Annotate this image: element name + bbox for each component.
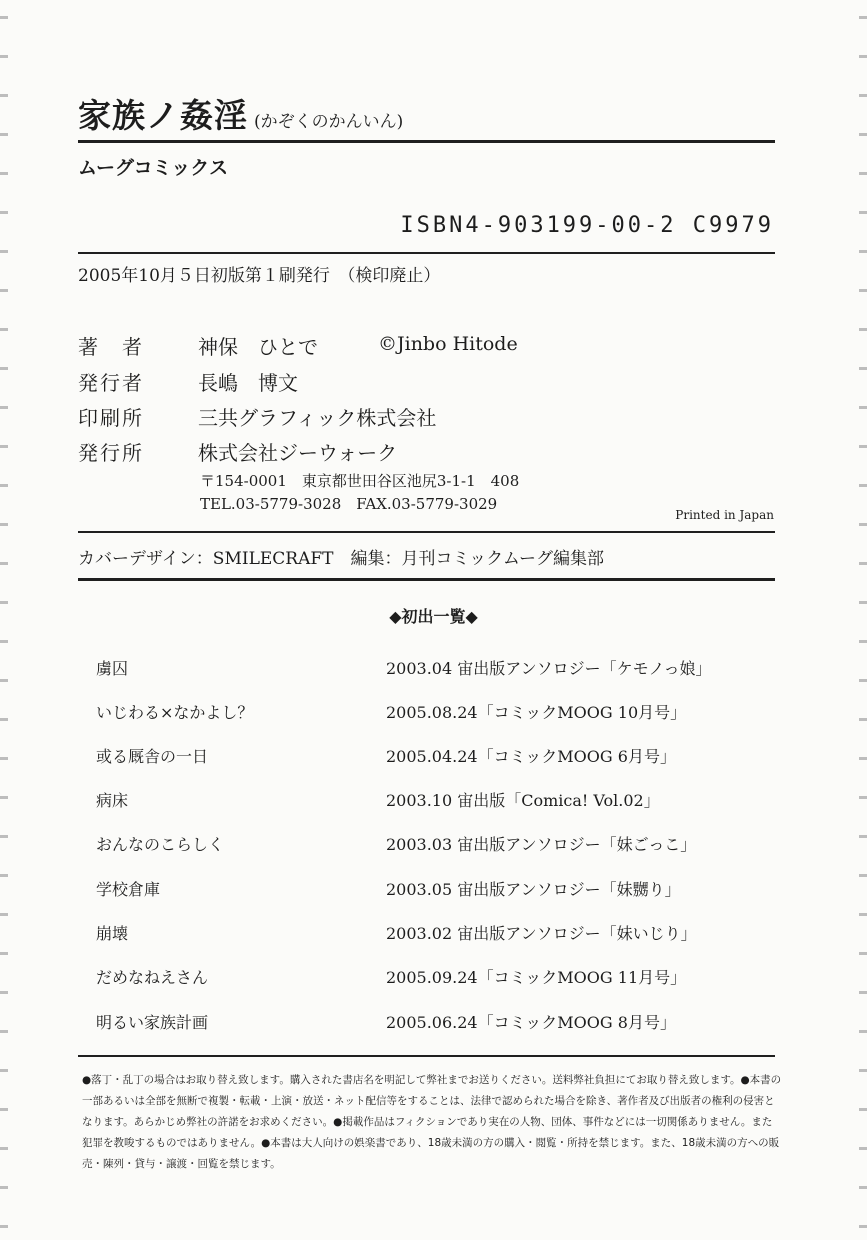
story-source: 2003.04 宙出版アンソロジー「ケモノっ娘」 [386, 659, 712, 678]
story-source: 2005.08.24「コミックMOOG 10月号」 [386, 703, 687, 722]
publisher-address: 〒154-0001 東京都世田谷区池尻3-1-1 408 [200, 472, 520, 490]
story-title: 学校倉庫 [96, 880, 161, 899]
edition-line: 2005年10月５日初版第１刷発行 （検印廃止） [78, 266, 441, 286]
story-title: 明るい家族計画 [96, 1013, 209, 1032]
story-source: 2005.06.24「コミックMOOG 8月号」 [386, 1013, 676, 1032]
cover-design-credit: カバーデザイン：SMILECRAFT 編集：月刊コミックムーグ編集部 [78, 549, 604, 569]
story-title: いじわる×なかよし？ [96, 703, 254, 722]
rule-above-notice [78, 1055, 775, 1057]
rule-above-cover [78, 531, 775, 533]
story-source: 2003.05 宙出版アンソロジー「妹嬲り」 [386, 880, 681, 899]
credit-publisher: 長嶋 博文 [198, 371, 298, 395]
credit-role-author: 著 者 [78, 335, 144, 359]
book-title [78, 90, 403, 137]
credit-printer: 三共グラフィック株式会社 [198, 406, 437, 430]
publisher-contact: TEL.03-5779-3028 FAX.03-5779-3029 [200, 495, 498, 513]
story-source: 2003.02 宙出版アンソロジー「妹いじり」 [386, 924, 697, 943]
story-source: 2003.10 宙出版「Comica! Vol.02」 [386, 791, 660, 810]
isbn: ISBN4-903199-00-2 C9979 [400, 213, 774, 238]
story-title: だめなねえさん [96, 968, 209, 987]
credit-role-publisher: 発行者 [78, 371, 144, 395]
first-appearance-heading: ◆初出一覧◆ [389, 607, 478, 626]
credit-author: 神保 ひとで [198, 335, 318, 359]
credit-role-publishing-house: 発行所 [78, 441, 144, 465]
story-title: 或る厩舎の一日 [96, 747, 209, 766]
story-source: 2005.09.24「コミックMOOG 11月号」 [386, 968, 687, 987]
rule-under-isbn [78, 252, 775, 254]
story-title: 虜囚 [96, 659, 129, 678]
story-title: 崩壊 [96, 924, 129, 943]
rule-under-cover [78, 578, 775, 581]
story-source: 2005.04.24「コミックMOOG 6月号」 [386, 747, 676, 766]
credit-role-printer: 印刷所 [78, 406, 144, 430]
legal-notice: ●落丁・乱丁の場合はお取り替え致します。購入された書店名を明記して弊社までお送りください。送料弊社負担にてお取り替え致します。●本書の一部あるいは全部を無断で複製・転載・上演・放送・ネット配信等をすることは、法律で認められた場合を除き、著作者及び出版者の権利の侵害となります。あらかじめ弊社の許諾をお求めください。●掲載作品はフィクションであり実在の人物、団体、事件などには一切関係ありません。また犯罪を教唆するものではありません。●本書は大人向けの娯楽書であり、18歳未満の方の購入・閲覧・所持を禁じます。また、18歳未満の方への販売・陳列・貸与・譲渡・回覧を禁じます。 [82, 1074, 782, 1170]
copyright: ©Jinbo Hitode [378, 333, 518, 355]
printed-in: Printed in Japan [675, 508, 774, 522]
rule-under-title [78, 140, 775, 143]
story-title: おんなのこらしく [96, 835, 225, 854]
story-source: 2003.03 宙出版アンソロジー「妹ごっこ」 [386, 835, 697, 854]
book-title-reading: (かぞくのかんいん) [254, 112, 404, 132]
credit-publishing-house: 株式会社ジーウォーク [198, 441, 398, 465]
imprint-label: ムーグコミックス [78, 157, 229, 179]
story-title: 病床 [96, 791, 129, 810]
book-title-text: 家族ノ姦淫 [78, 96, 248, 135]
